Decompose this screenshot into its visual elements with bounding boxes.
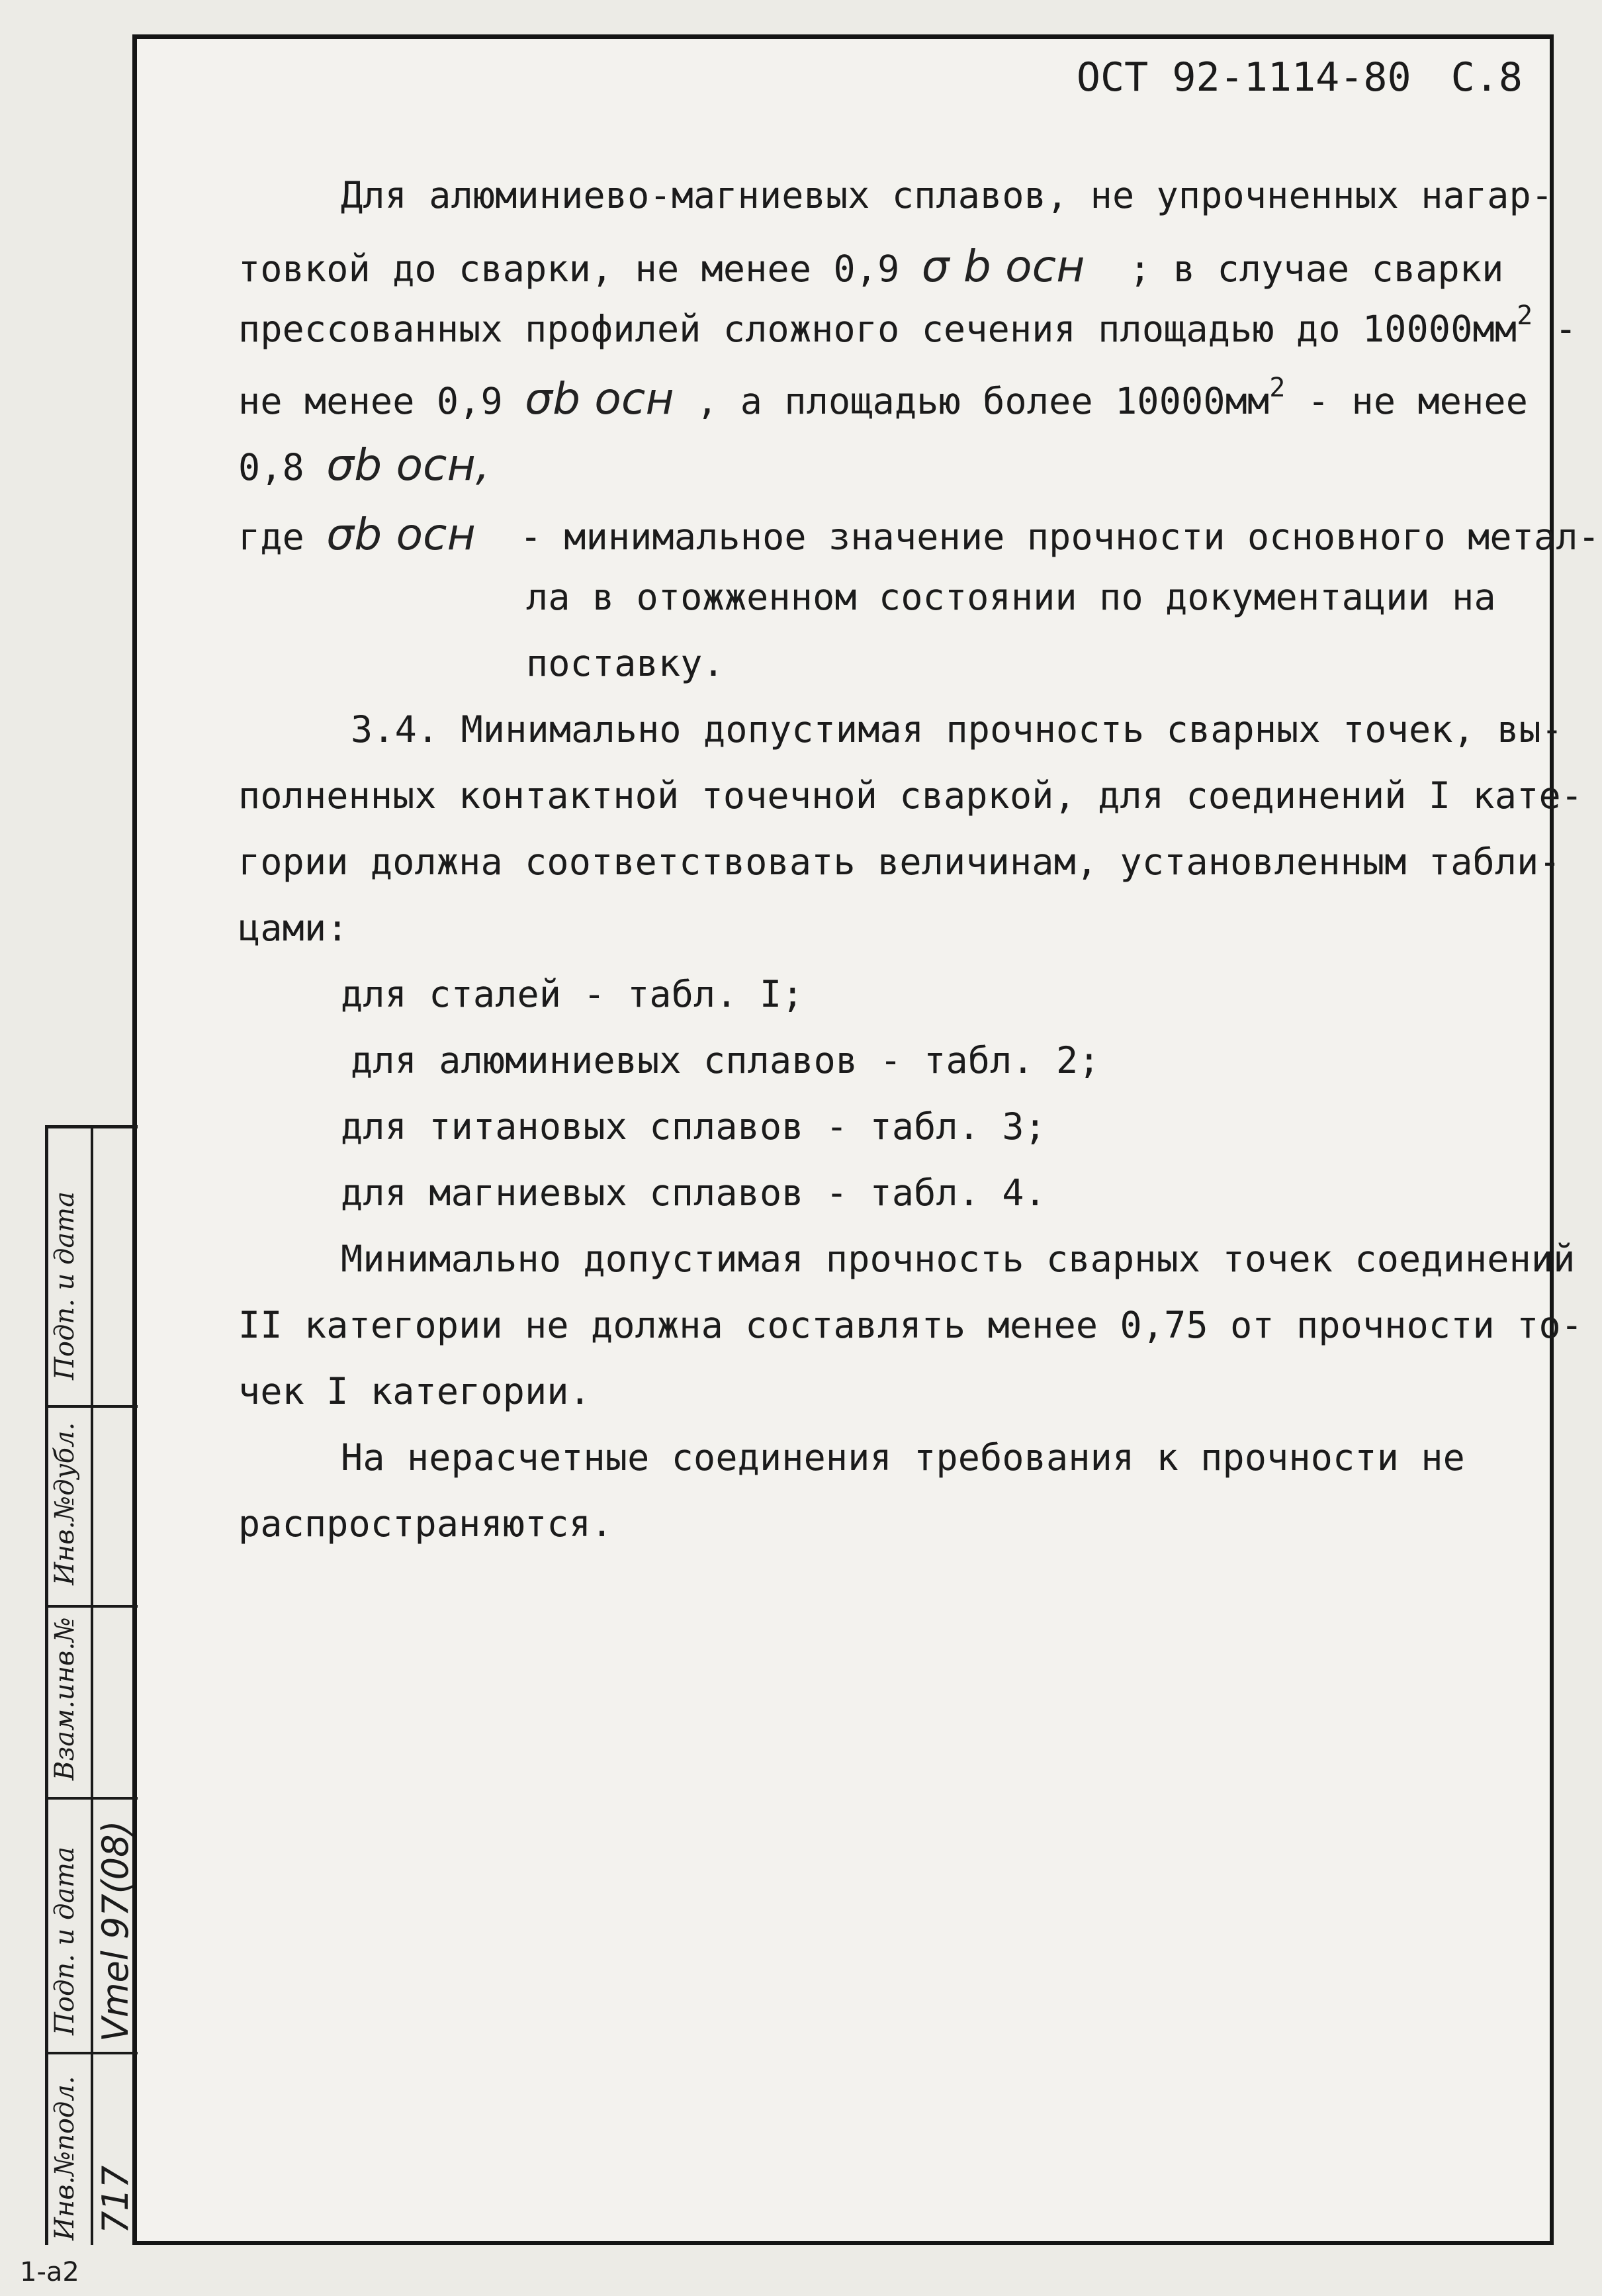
paragraph-line: II категории не должна составлять менее 0,75 от прочности то- [238, 1304, 1583, 1346]
paragraph-line: гории должна соответствовать величинам, установленным табли- [238, 841, 1561, 883]
definition-line: где σb осн - минимальное значение прочности основного метал- [238, 509, 1600, 560]
stamp-label-replaced-inventory: Взам.инв.№ [50, 1617, 80, 1780]
paragraph-line: товкой до сварки, не менее 0,9 σ b осн ; в случае сварки [238, 241, 1504, 292]
stamp-label-signature-date-2: Подп. и дата [50, 1847, 80, 2035]
list-item: для магниевых сплавов - табл. 4. [341, 1171, 1047, 1214]
handwritten-symbol: σb осн [326, 509, 476, 560]
paragraph-line: Для алюминиево-магниевых сплавов, не упрочненных нагар- [341, 174, 1554, 216]
paragraph-line: распространяются. [238, 1502, 613, 1545]
paragraph-line: цами: [238, 907, 349, 949]
paragraph-line: прессованных профилей сложного сечения площадью до $10000мм^2$ - [238, 300, 1578, 350]
document-code: ОСТ 92-1114-80 [1076, 54, 1411, 101]
corner-mark: 1-а2 [20, 2257, 79, 2287]
paragraph-line: не менее 0,9 σb осн , а площадью более $10000мм^2$ - не менее [238, 373, 1529, 424]
list-item: для алюминиевых сплавов - табл. 2; [351, 1039, 1100, 1081]
list-item: для сталей - табл. I; [341, 973, 804, 1015]
definition-line: ла в отожженном состоянии по документации на [526, 576, 1496, 618]
handwritten-symbol: σb осн [525, 373, 674, 424]
paragraph-line: полненных контактной точечной сваркой, для соединений I кате- [238, 774, 1583, 817]
handwritten-symbol: σ b осн [921, 241, 1085, 292]
list-item: для титановых сплавов - табл. 3; [341, 1105, 1047, 1148]
page-number: С.8 [1450, 54, 1523, 101]
margin-stamp-block [45, 1125, 138, 2245]
paragraph-line: Минимально допустимая прочность сварных точек соединений [341, 1238, 1576, 1280]
stamp-label-signature-date: Подп. и дата [50, 1191, 80, 1380]
stamp-label-duplicate-inventory: Инв.№дубл. [50, 1422, 80, 1585]
handwritten-symbol: σb осн, [326, 439, 490, 490]
stamp-divider [91, 1128, 93, 2245]
paragraph-line: На нерасчетные соединения требования к прочности не [341, 1436, 1465, 1479]
stamp-inventory-value: 717 [95, 2165, 136, 2234]
stamp-label-original-inventory: Инв.№подл. [50, 2076, 80, 2240]
paragraph-line: чек I категории. [238, 1370, 592, 1412]
definition-line: поставку. [526, 642, 725, 684]
stamp-signature-value: Vmel 97(08) [95, 1820, 136, 2042]
paragraph-line: 3.4. Минимально допустимая прочность сварных точек, вы- [351, 708, 1564, 751]
page-header [1077, 54, 1523, 101]
paragraph-line: 0,8 σb осн, [238, 439, 490, 490]
